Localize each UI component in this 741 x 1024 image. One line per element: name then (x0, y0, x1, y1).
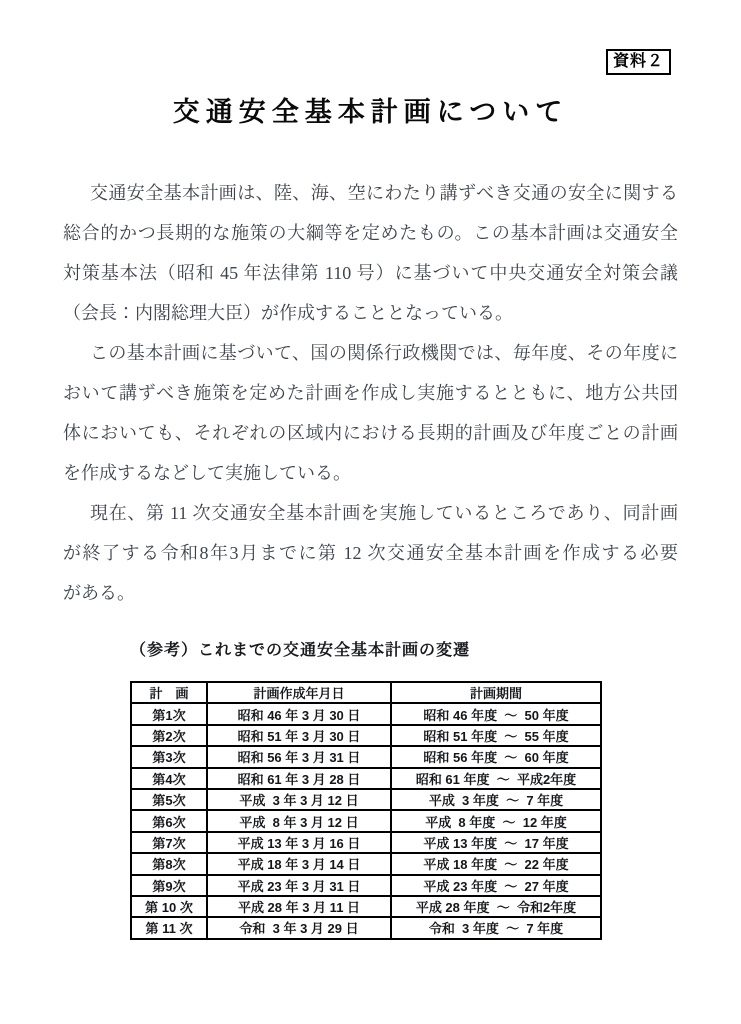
table-cell: 第4次 (131, 768, 207, 789)
table-cell: 昭和 46 年度 ～ 50 年度 (391, 703, 601, 724)
table-cell: 平成 13 年度 ～ 17 年度 (391, 832, 601, 853)
table-cell: 第 11 次 (131, 917, 207, 938)
table-row (131, 853, 601, 874)
table-cell: 平成 23 年度 ～ 27 年度 (391, 875, 601, 896)
table-cell: 昭和 61 年度 ～ 平成2年度 (391, 768, 601, 789)
table-cell: 第2次 (131, 725, 207, 746)
table-body (131, 703, 601, 938)
table-cell: 第9次 (131, 875, 207, 896)
body-line: この基本計画に基づいて、国の関係行政機関では、毎年度、その年度に (90, 343, 678, 363)
table-cell: 平成 3 年 3 月 12 日 (207, 789, 391, 810)
table-cell: 昭和 61 年 3 月 28 日 (207, 768, 391, 789)
table-cell: 平成 18 年度 ～ 22 年度 (391, 853, 601, 874)
table-row (131, 832, 601, 853)
body-text (63, 173, 678, 613)
table-cell: 令和 3 年度 ～ 7 年度 (391, 917, 601, 938)
table-cell: 平成 18 年 3 月 14 日 (207, 853, 391, 874)
body-line: 対策基本法（昭和 45 年法律第 110 号）に基づいて中央交通安全対策会議 (63, 263, 678, 283)
table-cell: 平成 8 年 3 月 12 日 (207, 810, 391, 831)
table-row (131, 896, 601, 917)
table-cell: 平成 23 年 3 月 31 日 (207, 875, 391, 896)
page-title: 交通安全基本計画について (172, 97, 569, 127)
table-cell: 平成 28 年度 ～ 令和2年度 (391, 896, 601, 917)
table-row (131, 917, 601, 938)
table-row (131, 789, 601, 810)
table-row (131, 703, 601, 724)
table-cell: 昭和 51 年 3 月 30 日 (207, 725, 391, 746)
table-cell: 平成 28 年 3 月 11 日 (207, 896, 391, 917)
table-caption: （参考）これまでの交通安全基本計画の変遷 (130, 642, 471, 659)
table-cell: 昭和 46 年 3 月 30 日 (207, 703, 391, 724)
table-cell: 第1次 (131, 703, 207, 724)
table-row (131, 768, 601, 789)
table-cell: 平成 8 年度 ～ 12 年度 (391, 810, 601, 831)
body-line: 総合的かつ長期的な施策の大綱等を定めたもの。この基本計画は交通安全 (63, 223, 678, 243)
table-row (131, 725, 601, 746)
body-line: を作成するなどして実施している。 (63, 463, 351, 483)
table-cell: 第7次 (131, 832, 207, 853)
body-line: おいて講ずべき施策を定めた計画を作成し実施するとともに、地方公共団 (63, 383, 678, 403)
table-header-period: 計画期間 (391, 682, 601, 703)
body-line: 体においても、それぞれの区域内における長期的計画及び年度ごとの計画 (63, 423, 678, 443)
table-cell: 第5次 (131, 789, 207, 810)
table-row (131, 746, 601, 767)
table-header-date: 計画作成年月日 (207, 682, 391, 703)
plan-history-table (130, 681, 602, 940)
table-header-row (131, 682, 601, 703)
table-row (131, 875, 601, 896)
document-tag-badge (606, 49, 671, 75)
table-cell: 昭和 56 年 3 月 31 日 (207, 746, 391, 767)
table-cell: 第6次 (131, 810, 207, 831)
table-cell: 平成 13 年 3 月 16 日 (207, 832, 391, 853)
body-line: 現在、第 11 次交通安全基本計画を実施しているところであり、同計画 (90, 503, 678, 523)
body-line: が終了する令和8年3月までに第 12 次交通安全基本計画を作成する必要 (63, 543, 678, 563)
body-line: がある。 (63, 583, 135, 603)
table-cell: 平成 3 年度 ～ 7 年度 (391, 789, 601, 810)
table-row (131, 810, 601, 831)
table-header-plan: 計 画 (131, 682, 207, 703)
table-cell: 昭和 51 年度 ～ 55 年度 (391, 725, 601, 746)
table-cell: 昭和 56 年度 ～ 60 年度 (391, 746, 601, 767)
table-cell: 令和 3 年 3 月 29 日 (207, 917, 391, 938)
body-line: （会長：内閣総理大臣）が作成することとなっている。 (63, 303, 513, 323)
table-cell: 第3次 (131, 746, 207, 767)
body-line: 交通安全基本計画は、陸、海、空にわたり講ずべき交通の安全に関する (90, 183, 678, 203)
table-cell: 第 10 次 (131, 896, 207, 917)
document-tag-label: 資料２ (613, 53, 665, 70)
table-cell: 第8次 (131, 853, 207, 874)
